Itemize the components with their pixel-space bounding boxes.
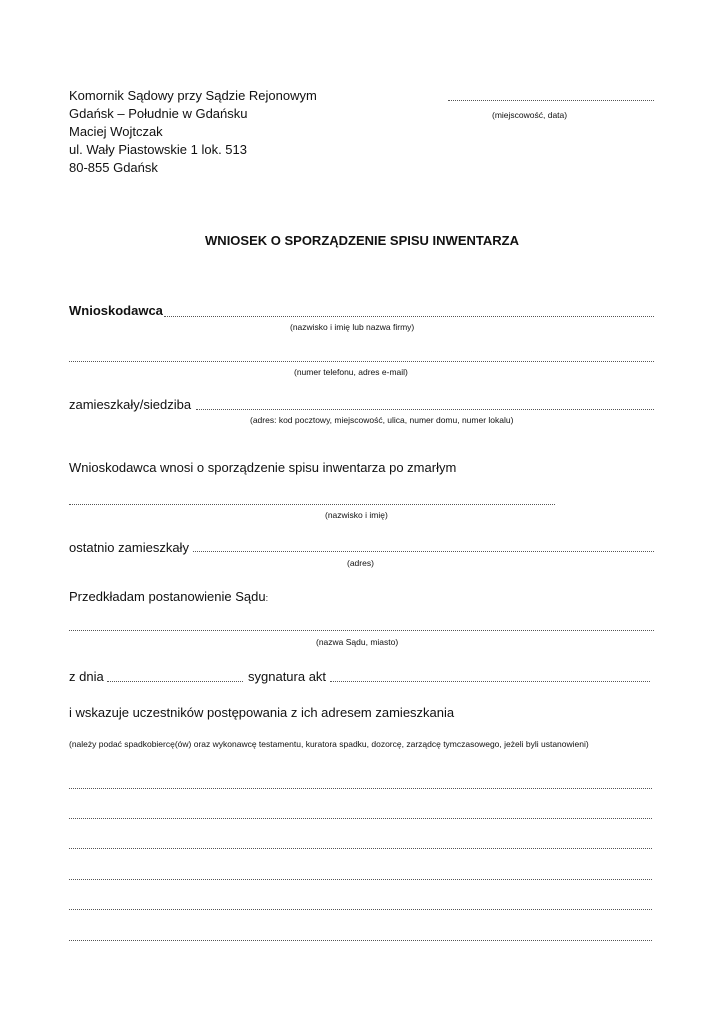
last-residence-field[interactable] <box>193 551 654 552</box>
participant-line[interactable] <box>69 909 652 910</box>
last-residence-hint: (adres) <box>347 558 374 568</box>
case-number-field[interactable] <box>330 681 650 682</box>
case-number-label: sygnatura akt <box>248 669 327 684</box>
bailiff-name-line1: Komornik Sądowy przy Sądzie Rejonowym <box>69 88 317 103</box>
court-decision-label <box>69 589 268 604</box>
bailiff-city: 80-855 Gdańsk <box>69 160 158 175</box>
decision-date-field[interactable] <box>107 681 243 682</box>
participants-label: i wskazuje uczestników postępowania z ich adresem zamieszkania <box>69 705 455 720</box>
deceased-name-field[interactable] <box>69 504 555 505</box>
court-name-field[interactable] <box>69 630 654 631</box>
residence-label: zamieszkały/siedziba <box>69 397 192 412</box>
applicant-name-hint: (nazwisko i imię lub nazwa firmy) <box>290 322 415 332</box>
bailiff-name-line2: Gdańsk – Południe w Gdańsku <box>69 106 248 121</box>
participant-line[interactable] <box>69 940 652 941</box>
court-name-hint: (nazwa Sądu, miasto) <box>316 637 399 647</box>
bailiff-street: ul. Wały Piastowskie 1 lok. 513 <box>69 142 247 157</box>
deceased-name-hint: (nazwisko i imię) <box>325 510 388 520</box>
participant-line[interactable] <box>69 879 652 880</box>
place-date-field[interactable] <box>448 100 654 101</box>
participant-line[interactable] <box>69 788 652 789</box>
request-sentence: Wnioskodawca wnosi o sporządzenie spisu inwentarza po zmarłym <box>69 460 457 475</box>
document-title: WNIOSEK O SPORZĄDZENIE SPISU INWENTARZA <box>205 233 519 248</box>
applicant-label: Wnioskodawca <box>69 303 163 318</box>
bailiff-person: Maciej Wojtczak <box>69 124 163 139</box>
court-decision-text: Przedkładam postanowienie Sądu <box>69 589 266 604</box>
applicant-contact-field[interactable] <box>69 361 654 362</box>
participant-line[interactable] <box>69 848 652 849</box>
decision-date-label: z dnia <box>69 669 104 684</box>
last-residence-label: ostatnio zamieszkały <box>69 540 189 555</box>
participants-note: (należy podać spadkobiercę(ów) oraz wykonawcę testamentu, kuratora spadku, dozorcę, zarządcę tymczasowego, jeżeli byli ustanowieni) <box>69 739 589 749</box>
residence-hint: (adres: kod pocztowy, miejscowość, ulica, numer domu, numer lokalu) <box>250 415 514 425</box>
residence-field[interactable] <box>196 409 654 410</box>
applicant-contact-hint: (numer telefonu, adres e-mail) <box>294 367 408 377</box>
place-date-hint: (miejscowość, data) <box>492 110 568 120</box>
participant-line[interactable] <box>69 818 652 819</box>
applicant-name-field[interactable] <box>164 316 654 317</box>
court-decision-colon: : <box>265 593 269 603</box>
